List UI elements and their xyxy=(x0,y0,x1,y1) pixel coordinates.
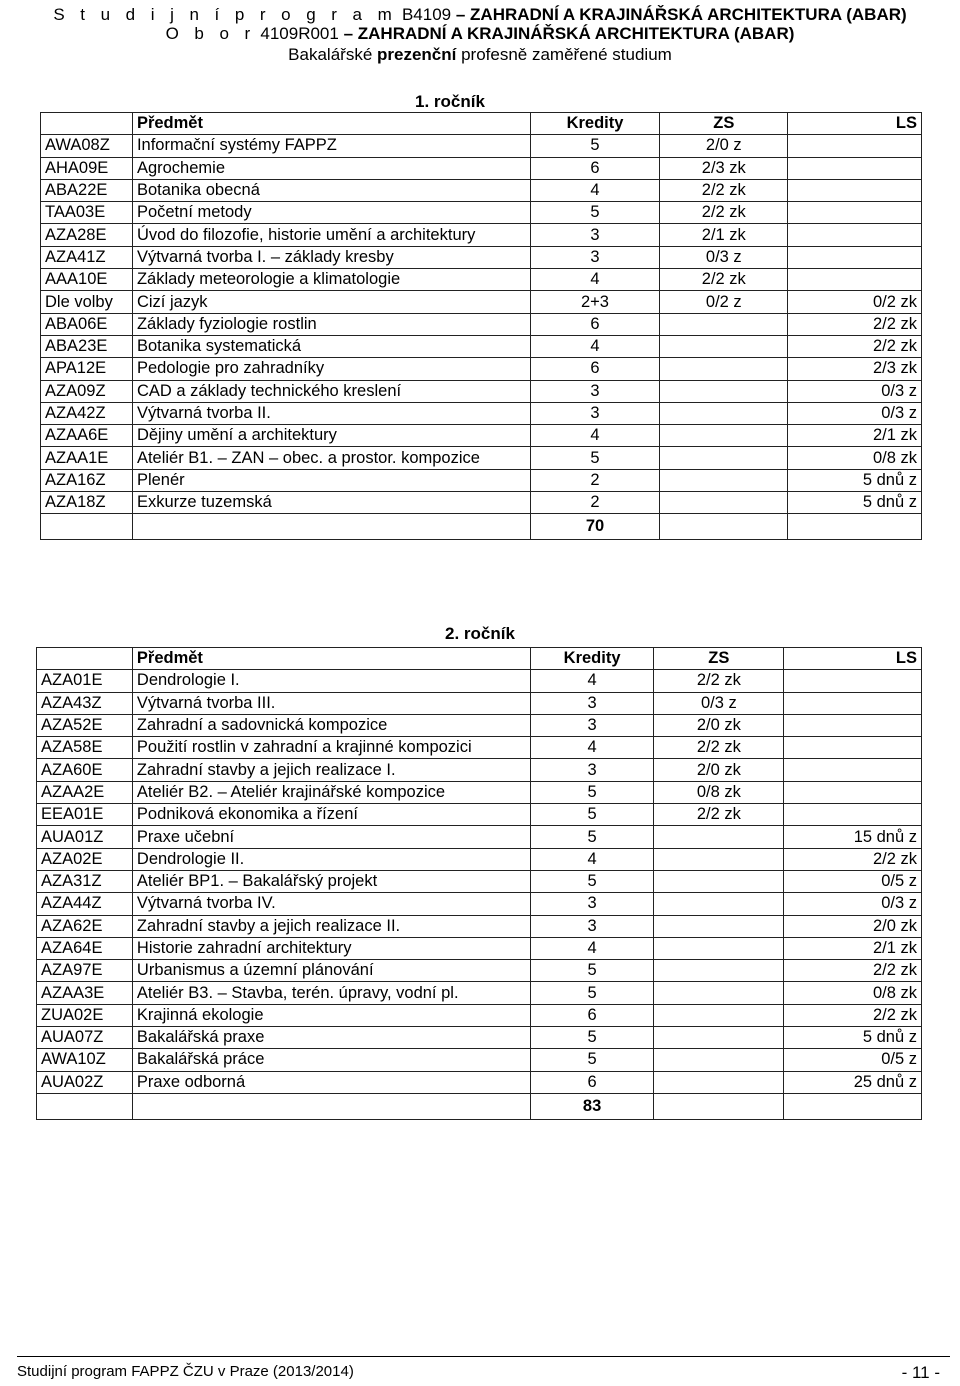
course-zs: 0/2 z xyxy=(660,291,788,313)
course-zs xyxy=(660,447,788,469)
total-spacer xyxy=(41,514,133,540)
course-zs xyxy=(654,1004,784,1026)
course-name: Základy fyziologie rostlin xyxy=(132,313,530,335)
table-row xyxy=(37,1027,922,1049)
course-ls xyxy=(788,179,922,201)
table-row xyxy=(41,246,922,268)
course-code: AZA42Z xyxy=(41,402,133,424)
year2-table xyxy=(36,647,922,1120)
total-spacer xyxy=(788,514,922,540)
course-zs xyxy=(654,870,784,892)
course-ls: 2/1 zk xyxy=(788,425,922,447)
field-code: 4109R001 xyxy=(260,24,339,43)
course-code: TAA03E xyxy=(41,202,133,224)
course-zs xyxy=(660,469,788,491)
header-subject: Předmět xyxy=(132,113,530,135)
course-zs xyxy=(660,335,788,357)
course-code: AZAA3E xyxy=(37,982,133,1004)
course-zs xyxy=(660,425,788,447)
course-credits: 4 xyxy=(530,737,654,759)
study-form-c: profesně zaměřené studium xyxy=(456,45,672,64)
course-code: AZA31Z xyxy=(37,870,133,892)
course-code: AZA28E xyxy=(41,224,133,246)
course-name: Zahradní stavby a jejich realizace II. xyxy=(132,915,530,937)
course-name: Zahradní stavby a jejich realizace I. xyxy=(132,759,530,781)
field-label: O b o r xyxy=(165,24,256,43)
course-ls xyxy=(784,781,922,803)
course-credits: 5 xyxy=(530,1027,654,1049)
course-credits: 5 xyxy=(530,982,654,1004)
course-name: Podniková ekonomika a řízení xyxy=(132,804,530,826)
course-name: Informační systémy FAPPZ xyxy=(132,135,530,157)
total-credits: 83 xyxy=(530,1093,654,1119)
table-row xyxy=(41,179,922,201)
course-credits: 6 xyxy=(530,1071,654,1093)
course-name: Výtvarná tvorba IV. xyxy=(132,893,530,915)
table-header-row xyxy=(37,648,922,670)
total-spacer xyxy=(654,1093,784,1119)
course-ls xyxy=(784,692,922,714)
course-zs xyxy=(660,313,788,335)
table-row xyxy=(37,1049,922,1071)
course-name: Botanika obecná xyxy=(132,179,530,201)
course-ls: 2/2 zk xyxy=(784,960,922,982)
course-credits: 4 xyxy=(530,848,654,870)
course-name: Výtvarná tvorba II. xyxy=(132,402,530,424)
course-name: Plenér xyxy=(132,469,530,491)
table-row xyxy=(41,157,922,179)
course-ls: 0/2 zk xyxy=(788,291,922,313)
course-credits: 5 xyxy=(530,202,660,224)
course-name: Botanika systematická xyxy=(132,335,530,357)
total-spacer xyxy=(37,1093,133,1119)
course-zs xyxy=(660,492,788,514)
course-code: Dle volby xyxy=(41,291,133,313)
course-credits: 3 xyxy=(530,915,654,937)
table-row xyxy=(41,380,922,402)
course-ls: 2/0 zk xyxy=(784,915,922,937)
course-zs: 2/2 zk xyxy=(654,670,784,692)
course-zs: 2/0 zk xyxy=(654,714,784,736)
table-row xyxy=(37,781,922,803)
course-zs: 2/2 zk xyxy=(660,269,788,291)
total-spacer xyxy=(132,1093,530,1119)
study-form-b: prezenční xyxy=(377,45,457,64)
course-credits: 3 xyxy=(530,759,654,781)
course-zs xyxy=(654,1027,784,1049)
course-name: Pedologie pro zahradníky xyxy=(132,358,530,380)
table-row xyxy=(37,915,922,937)
field-name: – ZAHRADNÍ A KRAJINÁŘSKÁ ARCHITEKTURA (ABAR) xyxy=(343,24,795,43)
table-row xyxy=(37,804,922,826)
course-credits: 3 xyxy=(530,224,660,246)
course-ls: 25 dnů z xyxy=(784,1071,922,1093)
course-credits: 6 xyxy=(530,358,660,380)
course-name: Historie zahradní architektury xyxy=(132,937,530,959)
course-credits: 5 xyxy=(530,826,654,848)
course-credits: 4 xyxy=(530,335,660,357)
course-ls: 0/3 z xyxy=(788,402,922,424)
course-name: Dějiny umění a architektury xyxy=(132,425,530,447)
table-row xyxy=(41,202,922,224)
course-code: AZA01E xyxy=(37,670,133,692)
course-zs: 2/2 zk xyxy=(660,202,788,224)
course-code: AZA62E xyxy=(37,915,133,937)
course-zs: 0/3 z xyxy=(654,692,784,714)
course-zs: 2/1 zk xyxy=(660,224,788,246)
course-code: APA12E xyxy=(41,358,133,380)
course-ls: 0/5 z xyxy=(784,870,922,892)
course-code: AZA52E xyxy=(37,714,133,736)
course-ls: 0/8 zk xyxy=(788,447,922,469)
total-spacer xyxy=(660,514,788,540)
course-code: AZA16Z xyxy=(41,469,133,491)
course-ls xyxy=(784,714,922,736)
course-ls: 0/3 z xyxy=(788,380,922,402)
course-credits: 5 xyxy=(530,960,654,982)
table-row xyxy=(37,692,922,714)
course-code: AAA10E xyxy=(41,269,133,291)
course-ls xyxy=(784,759,922,781)
course-zs: 2/0 zk xyxy=(654,759,784,781)
program-line xyxy=(0,4,960,25)
course-zs xyxy=(660,402,788,424)
course-code: AHA09E xyxy=(41,157,133,179)
course-code: EEA01E xyxy=(37,804,133,826)
course-code: AZA41Z xyxy=(41,246,133,268)
course-name: Urbanismus a územní plánování xyxy=(132,960,530,982)
header-credits: Kredity xyxy=(530,113,660,135)
field-line xyxy=(0,23,960,44)
course-ls: 15 dnů z xyxy=(784,826,922,848)
course-zs xyxy=(654,960,784,982)
table-row xyxy=(37,893,922,915)
course-zs: 0/8 zk xyxy=(654,781,784,803)
course-ls xyxy=(788,135,922,157)
course-zs xyxy=(654,1049,784,1071)
course-code: AZA97E xyxy=(37,960,133,982)
course-code: AZAA1E xyxy=(41,447,133,469)
program-name: – ZAHRADNÍ A KRAJINÁŘSKÁ ARCHITEKTURA (ABAR) xyxy=(455,5,907,24)
table-header-row xyxy=(41,113,922,135)
page-footer xyxy=(17,1356,950,1380)
header-code-cell xyxy=(41,113,133,135)
course-code: AZA02E xyxy=(37,848,133,870)
course-name: Použití rostlin v zahradní a krajinné kompozici xyxy=(132,737,530,759)
course-ls xyxy=(788,224,922,246)
course-credits: 5 xyxy=(530,135,660,157)
course-credits: 6 xyxy=(530,313,660,335)
course-zs xyxy=(654,982,784,1004)
total-row xyxy=(37,1093,922,1119)
course-zs xyxy=(654,848,784,870)
year1-title: 1. ročník xyxy=(415,92,485,111)
course-name: Ateliér B3. – Stavba, terén. úpravy, vodní pl. xyxy=(132,982,530,1004)
course-name: Dendrologie II. xyxy=(132,848,530,870)
year1-table xyxy=(40,112,922,540)
table-row xyxy=(41,335,922,357)
course-credits: 4 xyxy=(530,670,654,692)
course-credits: 3 xyxy=(530,692,654,714)
course-zs: 2/2 zk xyxy=(654,737,784,759)
header-code-cell xyxy=(37,648,133,670)
course-credits: 5 xyxy=(530,870,654,892)
year2-title: 2. ročník xyxy=(445,624,515,643)
course-ls: 2/2 zk xyxy=(784,1004,922,1026)
course-credits: 3 xyxy=(530,893,654,915)
course-name: Dendrologie I. xyxy=(132,670,530,692)
course-ls xyxy=(788,157,922,179)
course-credits: 3 xyxy=(530,402,660,424)
header-zs: ZS xyxy=(660,113,788,135)
course-name: Bakalářská práce xyxy=(132,1049,530,1071)
table-row xyxy=(41,224,922,246)
course-name: Výtvarná tvorba I. – základy kresby xyxy=(132,246,530,268)
table-row xyxy=(41,358,922,380)
course-code: AZA60E xyxy=(37,759,133,781)
course-code: ZUA02E xyxy=(37,1004,133,1026)
table-row xyxy=(37,848,922,870)
course-ls: 5 dnů z xyxy=(788,469,922,491)
course-name: Výtvarná tvorba III. xyxy=(132,692,530,714)
course-name: Praxe učební xyxy=(132,826,530,848)
table-row xyxy=(41,313,922,335)
page-number: - 11 - xyxy=(901,1363,940,1382)
course-ls: 0/3 z xyxy=(784,893,922,915)
table-row xyxy=(37,1004,922,1026)
course-name: Ateliér BP1. – Bakalářský projekt xyxy=(132,870,530,892)
total-credits: 70 xyxy=(530,514,660,540)
table-row xyxy=(41,469,922,491)
header-credits: Kredity xyxy=(530,648,654,670)
table-row xyxy=(41,269,922,291)
course-ls: 2/2 zk xyxy=(784,848,922,870)
course-credits: 6 xyxy=(530,157,660,179)
course-code: AUA02Z xyxy=(37,1071,133,1093)
course-ls xyxy=(784,670,922,692)
course-code: ABA22E xyxy=(41,179,133,201)
course-name: Ateliér B1. – ZAN – obec. a prostor. kompozice xyxy=(132,447,530,469)
course-zs: 2/0 z xyxy=(660,135,788,157)
course-code: AWA10Z xyxy=(37,1049,133,1071)
course-code: AUA07Z xyxy=(37,1027,133,1049)
course-ls: 2/3 zk xyxy=(788,358,922,380)
total-spacer xyxy=(784,1093,922,1119)
course-ls xyxy=(784,804,922,826)
total-spacer xyxy=(132,514,530,540)
course-zs: 2/2 zk xyxy=(654,804,784,826)
course-zs xyxy=(660,358,788,380)
course-ls: 0/8 zk xyxy=(784,982,922,1004)
table-row xyxy=(37,759,922,781)
course-code: AZA09Z xyxy=(41,380,133,402)
study-form-a: Bakalářské xyxy=(288,45,377,64)
course-code: AZA43Z xyxy=(37,692,133,714)
course-credits: 2 xyxy=(530,469,660,491)
course-credits: 5 xyxy=(530,804,654,826)
course-name: Exkurze tuzemská xyxy=(132,492,530,514)
course-code: AZA64E xyxy=(37,937,133,959)
course-zs xyxy=(660,380,788,402)
course-code: AWA08Z xyxy=(41,135,133,157)
table-row xyxy=(37,982,922,1004)
course-code: AZAA2E xyxy=(37,781,133,803)
table-row xyxy=(37,670,922,692)
course-zs xyxy=(654,915,784,937)
course-name: Základy meteorologie a klimatologie xyxy=(132,269,530,291)
course-credits: 3 xyxy=(530,714,654,736)
course-name: Početní metody xyxy=(132,202,530,224)
course-credits: 2+3 xyxy=(530,291,660,313)
course-ls xyxy=(784,737,922,759)
course-name: Krajinná ekologie xyxy=(132,1004,530,1026)
program-label: S t u d i j n í p r o g r a m xyxy=(53,5,398,24)
course-credits: 3 xyxy=(530,380,660,402)
course-code: AZA58E xyxy=(37,737,133,759)
table-row xyxy=(37,1071,922,1093)
course-ls: 0/5 z xyxy=(784,1049,922,1071)
table-row xyxy=(37,737,922,759)
course-code: ABA06E xyxy=(41,313,133,335)
header-zs: ZS xyxy=(654,648,784,670)
course-zs: 0/3 z xyxy=(660,246,788,268)
course-ls: 2/1 zk xyxy=(784,937,922,959)
table-row xyxy=(37,714,922,736)
course-name: Ateliér B2. – Ateliér krajinářské kompozice xyxy=(132,781,530,803)
course-zs: 2/3 zk xyxy=(660,157,788,179)
table-row xyxy=(37,870,922,892)
study-form-line xyxy=(0,44,960,65)
course-name: CAD a základy technického kreslení xyxy=(132,380,530,402)
course-code: ABA23E xyxy=(41,335,133,357)
course-name: Cizí jazyk xyxy=(132,291,530,313)
header-subject: Předmět xyxy=(132,648,530,670)
course-ls xyxy=(788,269,922,291)
course-code: AZA18Z xyxy=(41,492,133,514)
table-row xyxy=(41,447,922,469)
table-row xyxy=(41,291,922,313)
course-code: AUA01Z xyxy=(37,826,133,848)
table-row xyxy=(37,960,922,982)
header-ls: LS xyxy=(784,648,922,670)
total-row xyxy=(41,514,922,540)
course-zs xyxy=(654,937,784,959)
course-credits: 5 xyxy=(530,781,654,803)
course-credits: 6 xyxy=(530,1004,654,1026)
course-ls: 5 dnů z xyxy=(788,492,922,514)
program-code: B4109 xyxy=(401,5,452,24)
table-row xyxy=(41,492,922,514)
course-ls: 2/2 zk xyxy=(788,313,922,335)
course-credits: 3 xyxy=(530,246,660,268)
table-row xyxy=(37,826,922,848)
course-ls: 5 dnů z xyxy=(784,1027,922,1049)
course-credits: 5 xyxy=(530,447,660,469)
course-ls xyxy=(788,246,922,268)
course-credits: 4 xyxy=(530,269,660,291)
table-row xyxy=(41,135,922,157)
header-ls: LS xyxy=(788,113,922,135)
course-credits: 4 xyxy=(530,937,654,959)
course-credits: 5 xyxy=(530,1049,654,1071)
course-credits: 4 xyxy=(530,179,660,201)
course-ls xyxy=(788,202,922,224)
table-row xyxy=(37,937,922,959)
course-ls: 2/2 zk xyxy=(788,335,922,357)
footer-text: Studijní program FAPPZ ČZU v Praze (2013/2014) xyxy=(17,1363,354,1380)
course-credits: 4 xyxy=(530,425,660,447)
table-row xyxy=(41,425,922,447)
course-zs xyxy=(654,1071,784,1093)
course-name: Úvod do filozofie, historie umění a architektury xyxy=(132,224,530,246)
course-zs xyxy=(654,893,784,915)
table-row xyxy=(41,402,922,424)
course-name: Zahradní a sadovnická kompozice xyxy=(132,714,530,736)
course-zs xyxy=(654,826,784,848)
course-code: AZA44Z xyxy=(37,893,133,915)
course-code: AZAA6E xyxy=(41,425,133,447)
course-credits: 2 xyxy=(530,492,660,514)
course-name: Praxe odborná xyxy=(132,1071,530,1093)
course-zs: 2/2 zk xyxy=(660,179,788,201)
course-name: Bakalářská praxe xyxy=(132,1027,530,1049)
course-name: Agrochemie xyxy=(132,157,530,179)
